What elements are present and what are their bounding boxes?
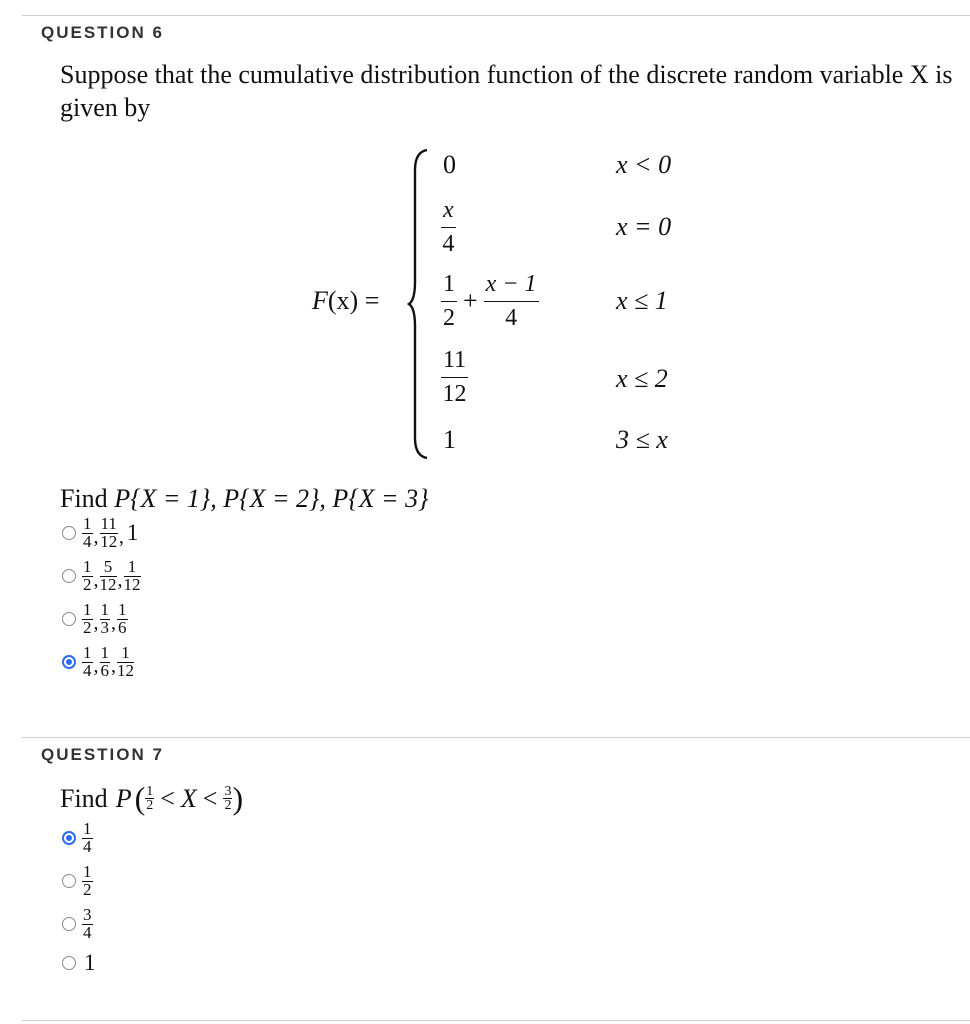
q7-option-4[interactable] (62, 943, 96, 983)
question-7-heading: QUESTION 7 (41, 745, 164, 764)
case-2-value (441, 196, 456, 258)
fraction-11-over-12: $\frac{11}{12}$ (442, 347, 467, 407)
bottom-divider (22, 1020, 970, 1021)
radio-button[interactable] (62, 569, 76, 583)
fraction-3-over-2: $\frac{3}{2}$ (224, 784, 232, 813)
radio-button[interactable] (62, 612, 76, 626)
question-6-heading: QUESTION 6 (41, 23, 164, 42)
case-1-value: 0 (443, 150, 456, 179)
q7-option-2-label: $\frac{1}{2}$ (83, 862, 92, 899)
radio-button-selected[interactable] (62, 655, 76, 669)
cdf-label: F(x) = (312, 286, 380, 315)
fraction-1-over-2: $\frac{1}{2}$ (146, 784, 154, 813)
left-brace (407, 148, 431, 460)
q7-option-1-label: $\frac{1}{4}$ (83, 819, 92, 856)
question-6-find: Find P{X = 1}, P{X = 2}, P{X = 3} (60, 484, 429, 513)
case-3-condition: x ≤ 1 (616, 286, 668, 315)
fraction-x-over-4: $\frac{x}{4}$ (442, 197, 455, 257)
fraction-1-over-2: $\frac{1}{2}$ (443, 271, 455, 331)
q7-option-1[interactable] (62, 818, 93, 858)
radio-button[interactable] (62, 917, 76, 931)
case-4-condition: x ≤ 2 (616, 364, 668, 393)
case-5-value: 1 (443, 425, 456, 454)
question-7-find: Find P ( $\frac{1}{2}$ < X < $\frac{3}{2}$ ) (60, 780, 244, 816)
q7-option-3[interactable] (62, 904, 93, 944)
top-divider (22, 15, 970, 16)
radio-button[interactable] (62, 874, 76, 888)
q7-option-3-label: $\frac{3}{4}$ (83, 905, 92, 942)
case-3-value: $\frac{1}{2}$ + $\frac{x - 1}{4}$ (443, 271, 537, 331)
fraction-x-minus-1-over-4: $\frac{x - 1}{4}$ (485, 271, 537, 331)
question-6-prompt: Suppose that the cumulative distribution function of the discrete random variable X is given by (60, 60, 953, 122)
case-2-condition: x = 0 (616, 212, 672, 241)
case-1-condition: x < 0 (616, 150, 672, 179)
radio-button[interactable] (62, 956, 76, 970)
q6-option-4-label: $\frac{1}{4}$ , $\frac{1}{6}$ , $\frac{1}{12}$ (83, 643, 134, 680)
radio-button-selected[interactable] (62, 831, 76, 845)
q6-option-3[interactable] (62, 599, 128, 639)
q7-option-4-label: 1 (84, 950, 96, 975)
q6-option-1-label: $\frac{1}{4}$ , $\frac{11}{12}$ , 1 (83, 514, 139, 551)
q7-option-2[interactable] (62, 861, 93, 901)
q6-option-2-label: $\frac{1}{2}$ , $\frac{5}{12}$ , $\frac{1}{12}$ (83, 557, 141, 594)
q6-option-3-label: $\frac{1}{2}$ , $\frac{1}{3}$ , $\frac{1}{6}$ (83, 600, 127, 637)
q6-option-2[interactable] (62, 556, 141, 596)
case-4-value (441, 346, 468, 408)
case-5-condition: 3 ≤ x (616, 425, 668, 454)
radio-button[interactable] (62, 526, 76, 540)
q6-option-4[interactable] (62, 642, 134, 682)
section-divider (22, 737, 970, 738)
q6-option-1[interactable] (62, 513, 138, 553)
